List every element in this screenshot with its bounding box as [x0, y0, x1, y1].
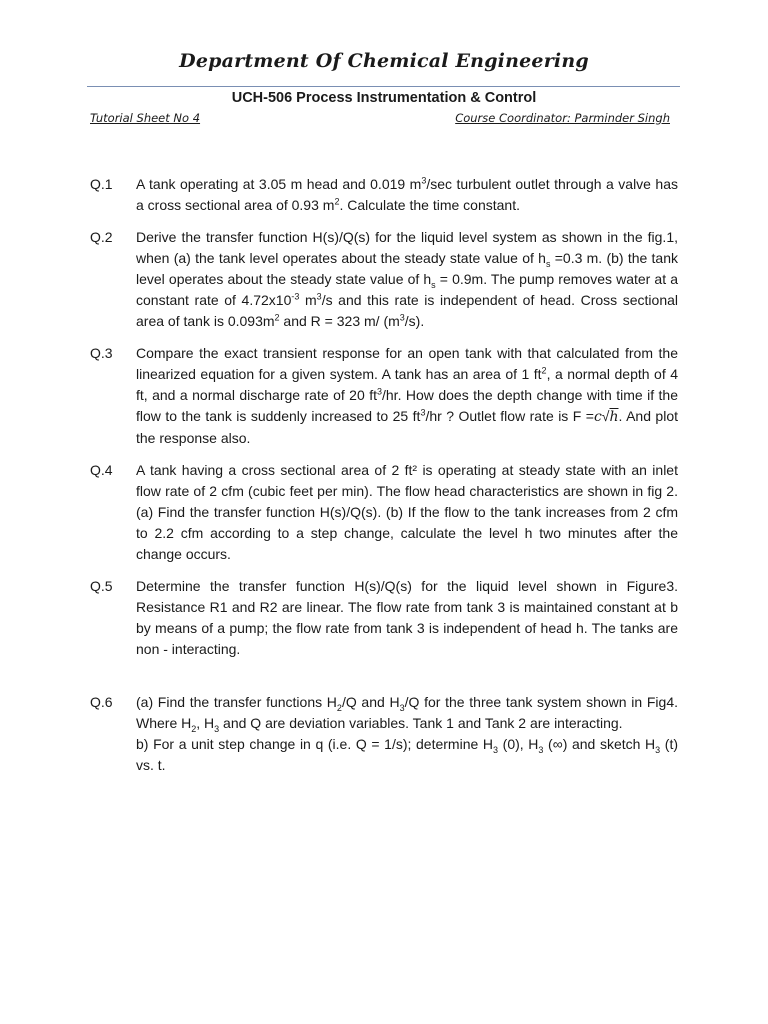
question-text — [136, 692, 678, 776]
question-number: Q.5 — [90, 578, 113, 594]
question-list — [90, 174, 678, 787]
question-1 — [90, 174, 678, 216]
question-text: Compare the exact transient response for an open tank with that calculated from the linearized equation for a given system. A tank has an area of 1 $ft^2$, a normal depth of 4 ft, and a normal discharge rate of 20 $ft^3/hr$. How does the depth change with time if the flow to the tank is suddenly increased to 25 $ft^3/hr$ ? Outlet flow rate is F =c√h. And plot the response also. — [136, 345, 679, 446]
question-number: Q.3 — [90, 345, 113, 361]
course-title: UCH-506 Process Instrumentation & Control — [231, 90, 537, 106]
tutorial-sheet-label: Tutorial Sheet No 4 — [90, 111, 201, 125]
question-2 — [90, 227, 678, 332]
department-title: Department Of Chemical Engineering — [179, 50, 589, 72]
question-number: Q.2 — [90, 229, 113, 245]
spacer — [90, 671, 678, 692]
question-6-part-b: b) For a unit step change in q (i.e. Q = 1/s); determine $H_3$ (0), $H_3$ (∞) and sketch $H_3$ (t) vs. t. — [136, 736, 679, 773]
question-number: Q.4 — [90, 462, 113, 478]
question-number: Q.6 — [90, 694, 113, 710]
question-text: Determine the transfer function H(s)/Q(s) for the liquid level shown in Figure3. Resistance R1 and R2 are linear. The flow rate from tank 3 is maintained constant at b by means of a pump; the flow rate from tank 3 is independent of head h. The tanks are non - interacting. — [136, 578, 678, 657]
question-text: A tank operating at 3.05 m head and 0.019 $m^3/\sec$ turbulent outlet through a valve has a cross sectional area of 0.93 $m^2$. Calculate the time constant. — [136, 175, 678, 213]
question-number: Q.1 — [90, 176, 113, 192]
question-6-part-a: (a) Find the transfer functions $H_2/Q$ and $H_3/Q$ for the three tank system shown in Fig4. Where $H_2$, $H_3$ and Q are deviation variables. Tank 1 and Tank 2 are interacting. — [136, 694, 678, 734]
question-5 — [90, 576, 678, 660]
question-text: Derive the transfer function H(s)/Q(s) for the liquid level system as shown in the fig.1, when (a) the tank level operates about the steady state value of $h_s =0.3$ m. (b) the tank level operates about the steady state value of $h_s = 0.9m$. The pump removes water at a constant rate of $4.72x10^{-3}$ $m^3/s$ and this rate is independent of head. Cross sectional area of tank is $0.093m^2$ and R = 323 m/ $(m^3/s)$. — [136, 229, 679, 329]
question-text: A tank having a cross sectional area of 2 ft² is operating at steady state with an inlet flow rate of 2 cfm (cubic feet per min). The flow head characteristics are shown in fig 2. (a) Find the transfer function H(s)/Q(s). (b) If the flow to the tank increases from 2 cfm to 2.2 cfm according to a step change, calculate the level h two minutes after the change occurs. — [136, 462, 678, 562]
question-3 — [90, 343, 678, 449]
question-6 — [90, 692, 678, 776]
course-coordinator-label: Course Coordinator: Parminder Singh — [455, 111, 670, 125]
header-divider — [87, 86, 680, 87]
question-4 — [90, 460, 678, 565]
